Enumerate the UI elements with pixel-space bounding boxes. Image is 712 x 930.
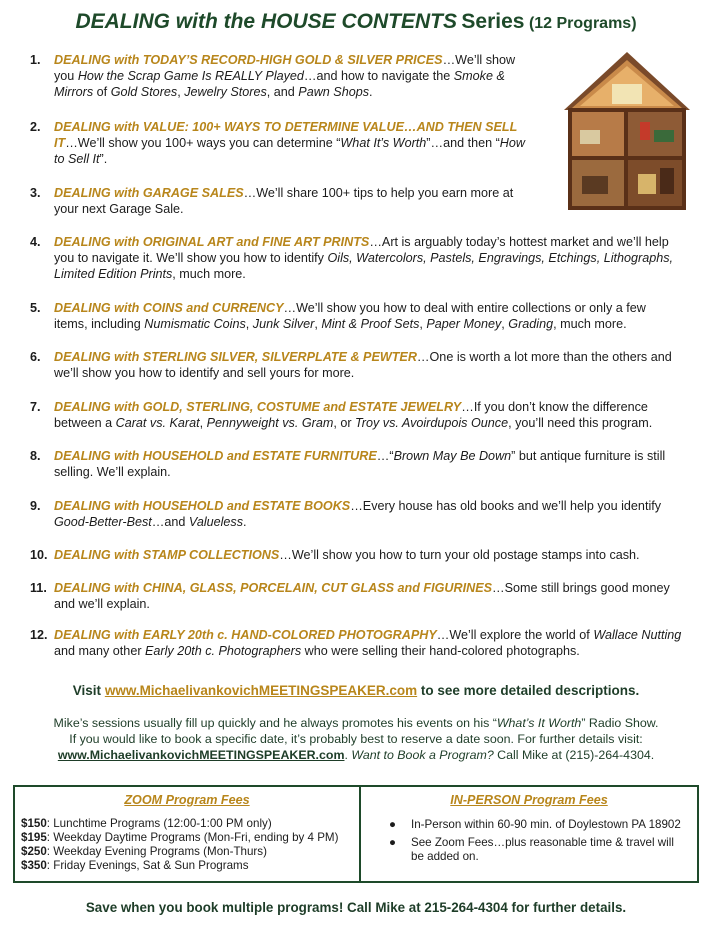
program-number: 6.: [30, 350, 41, 364]
visit-after: to see more detailed descriptions.: [417, 683, 640, 698]
bullet-icon: ●: [389, 836, 397, 849]
program-emphasis: Pennyweight vs. Gram: [206, 416, 334, 430]
program-text: …We’ll explore the world of: [436, 628, 594, 642]
program-text: , you’ll need this program.: [508, 416, 653, 430]
program-text: , and: [266, 85, 299, 99]
fees-box: [13, 785, 699, 883]
program-item: [30, 234, 680, 282]
program-heading: DEALING with GARAGE SALES: [54, 186, 244, 200]
para-line1a: Mike’s sessions usually fill up quickly and he always promotes his events on his “: [53, 716, 497, 730]
title-main: DEALING with the HOUSE CONTENTS: [75, 10, 457, 33]
fee-price: $350: [21, 859, 47, 872]
program-emphasis: Pawn Shops: [298, 85, 370, 99]
booking-paragraph: [0, 715, 712, 763]
fee-price: $250: [21, 845, 47, 858]
program-body: [54, 448, 670, 480]
program-heading: DEALING with COINS and CURRENCY: [54, 301, 284, 315]
program-emphasis: Early 20th c. Photographers: [145, 644, 302, 658]
program-emphasis: Brown May Be Down: [393, 449, 512, 463]
program-heading: DEALING with HOUSEHOLD and ESTATE BOOKS: [54, 499, 351, 513]
program-text: …Every house has old books and we’ll help you identify: [350, 499, 662, 513]
program-text: and many other: [54, 644, 146, 658]
zoom-fee-row: [21, 817, 338, 831]
program-emphasis: Troy vs. Avoirdupois Ounce: [355, 416, 509, 430]
program-text: …and: [151, 515, 189, 529]
program-number: 7.: [30, 400, 41, 414]
program-body: [54, 547, 690, 563]
program-heading: DEALING with GOLD, STERLING, COSTUME and ESTATE JEWELRY: [54, 400, 462, 414]
program-text: …We’ll share 100+ tips to help you earn more at your next Garage Sale.: [54, 186, 514, 216]
program-emphasis: Mint & Proof Sets: [321, 317, 420, 331]
program-heading: DEALING with HOUSEHOLD and ESTATE FURNITURE: [54, 449, 377, 463]
program-emphasis: Junk Silver: [252, 317, 315, 331]
booking-website-link[interactable]: www.MichaelivankovichMEETINGSPEAKER.com: [57, 748, 345, 762]
program-number: 8.: [30, 449, 41, 463]
program-emphasis: Grading: [508, 317, 554, 331]
radio-show-name: What’s It Worth: [496, 716, 582, 730]
zoom-fee-row: [21, 831, 338, 845]
program-item: [30, 448, 670, 480]
zoom-fees-heading: ZOOM Program Fees: [124, 793, 250, 807]
program-text: , much more.: [553, 317, 627, 331]
program-text: ”…and then “: [426, 136, 500, 150]
program-emphasis: Good-Better-Best: [54, 515, 152, 529]
program-item: [30, 185, 530, 217]
program-text: , or: [333, 416, 356, 430]
program-heading: DEALING with ORIGINAL ART and FINE ART PRINTS: [54, 235, 370, 249]
program-heading: DEALING with TODAY’S RECORD-HIGH GOLD & SILVER PRICES: [54, 53, 443, 67]
program-number: 1.: [30, 53, 41, 67]
program-item: [30, 547, 690, 563]
program-item: [30, 399, 690, 431]
program-body: [54, 300, 680, 332]
program-text: ,: [501, 317, 509, 331]
program-text: …We’ll show you 100+ ways you can determine “: [65, 136, 341, 150]
program-emphasis: Valueless: [188, 515, 244, 529]
program-emphasis: Jewelry Stores: [184, 85, 267, 99]
para-line2: If you would like to book a specific date, it’s probably best to reserve a date soon. For further details visit:: [69, 732, 643, 746]
program-emphasis: How to Sell It: [54, 136, 525, 166]
program-number: 3.: [30, 186, 41, 200]
program-emphasis: Oils, Watercolors, Pastels, Engravings, Etchings, Lithographs, Limited Edition Prints: [54, 251, 674, 281]
page-title: [0, 10, 712, 34]
program-text: …Some still brings good money and we’ll explain.: [54, 581, 670, 611]
program-text: …Art is arguably today’s hottest market and we’ll help you to navigate it. We’ll show you how to identify: [54, 235, 669, 265]
program-body: [54, 349, 690, 381]
program-emphasis: Carat vs. Karat: [115, 416, 200, 430]
para-line3c: Call Mike at (215)-264-4304.: [493, 748, 655, 762]
program-text: ,: [419, 317, 427, 331]
program-text: …We’ll show you how to turn your old postage stamps into cash.: [279, 548, 640, 562]
visit-before: Visit: [72, 683, 105, 698]
footer-call-to-action: Save when you book multiple programs! Call Mike at 215-264-4304 for further details.: [85, 900, 627, 915]
program-number: 9.: [30, 499, 41, 513]
program-heading: DEALING with STAMP COLLECTIONS: [54, 548, 280, 562]
visit-line: [0, 683, 712, 698]
program-heading: DEALING with STERLING SILVER, SILVERPLATE & PEWTER: [54, 350, 417, 364]
program-heading: DEALING with EARLY 20th c. HAND-COLORED PHOTOGRAPHY: [54, 628, 437, 642]
program-item: [30, 498, 670, 530]
inperson-fee-list: [387, 818, 687, 868]
program-emphasis: Wallace Nutting: [593, 628, 682, 642]
program-text: ,: [177, 85, 185, 99]
program-number: 12.: [30, 628, 48, 642]
program-number: 10.: [30, 548, 48, 562]
program-heading: DEALING with VALUE: 100+ WAYS TO DETERMINE VALUE…AND THEN SELL IT: [54, 120, 518, 150]
para-line1c: ” Radio Show.: [581, 716, 659, 730]
dollhouse-image: [562, 50, 692, 212]
program-text: …One is worth a lot more than the others and we’ll show you how to identify and sell yours for more.: [54, 350, 672, 380]
program-body: [54, 52, 530, 100]
program-emphasis: Smoke & Mirrors: [54, 69, 505, 99]
program-body: [54, 234, 680, 282]
program-body: [54, 498, 670, 530]
program-emphasis: Paper Money: [426, 317, 502, 331]
program-text: ” but antique furniture is still selling. We’ll explain.: [54, 449, 666, 479]
program-item: [30, 349, 690, 381]
program-number: 4.: [30, 235, 41, 249]
program-number: 11.: [30, 581, 47, 595]
fee-price: $195: [21, 831, 47, 844]
fee-text: : Lunchtime Programs (12:00-1:00 PM only): [46, 817, 272, 830]
program-body: [54, 399, 690, 431]
inperson-fee-item: [387, 818, 687, 832]
fee-price: $150: [21, 817, 47, 830]
program-text: ,: [245, 317, 253, 331]
program-emphasis: What It’s Worth: [340, 136, 427, 150]
program-body: [54, 185, 530, 217]
program-item: [30, 119, 535, 167]
program-number: 2.: [30, 120, 41, 134]
para-line3a: .: [344, 748, 352, 762]
program-item: [30, 580, 690, 612]
program-text: , much more.: [172, 267, 246, 281]
program-emphasis: Numismatic Coins: [144, 317, 246, 331]
website-link[interactable]: www.MichaelivankovichMEETINGSPEAKER.com: [104, 683, 418, 698]
program-item: [30, 300, 680, 332]
zoom-fee-row: [21, 859, 338, 873]
program-text: of: [93, 85, 111, 99]
program-text: …If you don’t know the difference between a: [54, 400, 648, 430]
program-text: …We’ll show you: [54, 53, 516, 83]
program-item: [30, 52, 530, 100]
program-text: .: [243, 515, 247, 529]
program-emphasis: Gold Stores: [110, 85, 178, 99]
inperson-fee-text: See Zoom Fees…plus reasonable time & travel will be added on.: [411, 836, 674, 863]
program-text: …We’ll show you how to deal with entire collections or only a few items, including: [54, 301, 646, 331]
title-series: Series: [461, 10, 525, 33]
zoom-fee-list: [21, 817, 338, 873]
program-item: [30, 627, 690, 659]
program-text: .: [369, 85, 373, 99]
book-question: Want to Book a Program?: [351, 748, 494, 762]
fee-text: : Weekday Evening Programs (Mon-Thurs): [46, 845, 267, 858]
zoom-fee-row: [21, 845, 338, 859]
program-text: who were selling their hand-colored photographs.: [301, 644, 580, 658]
program-body: [54, 580, 690, 612]
inperson-fee-item: [387, 836, 687, 864]
program-text: …and how to navigate the: [303, 69, 454, 83]
program-number: 5.: [30, 301, 41, 315]
program-text: ,: [314, 317, 322, 331]
program-text: ”.: [99, 152, 108, 166]
program-body: [54, 119, 535, 167]
program-text: …“: [376, 449, 394, 463]
bullet-icon: ●: [389, 818, 397, 831]
inperson-fee-text: In-Person within 60-90 min. of Doylestown PA 18902: [411, 818, 681, 831]
inperson-fees-heading: IN-PERSON Program Fees: [450, 793, 608, 807]
fee-text: : Weekday Daytime Programs (Mon-Fri, ending by 4 PM): [46, 831, 339, 844]
fee-text: : Friday Evenings, Sat & Sun Programs: [46, 859, 249, 872]
program-body: [54, 627, 690, 659]
program-heading: DEALING with CHINA, GLASS, PORCELAIN, CUT GLASS and FIGURINES: [54, 581, 492, 595]
title-count: (12 Programs): [528, 15, 637, 32]
program-text: ,: [199, 416, 207, 430]
program-emphasis: How the Scrap Game Is REALLY Played: [77, 69, 304, 83]
